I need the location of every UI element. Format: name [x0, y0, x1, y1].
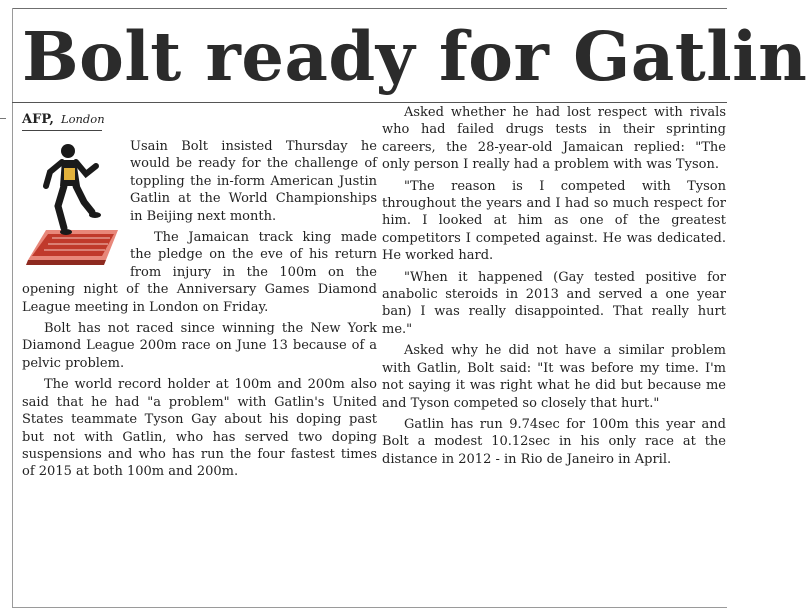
right-paragraph-4: Asked why he did not have a similar problem with Gatlin, Bolt said: "It was before my time. I'm not saying it was right what he did but because me and Tyson competed so closely that hurt."	[382, 343, 726, 411]
top-rule	[12, 8, 727, 9]
headline: Bolt ready for Gatlin	[22, 17, 807, 96]
byline-city: London	[60, 112, 105, 126]
right-paragraph-5: Gatlin has run 9.74sec for 100m this year and Bolt a modest 10.12sec in his only race at the distance in 2012 - in Rio de Janeiro in April.	[382, 416, 726, 467]
right-paragraph-1: Asked whether he had lost respect with rivals who had failed drugs tests in their sprinting careers, the 28-year-old Jamaican replied: "The only person I really had a problem with was Tyson.	[382, 105, 726, 173]
article-column-right	[382, 104, 726, 472]
left-paragraph-2: The Jamaican track king made the pledge on the eve of his return from injury in the 100m on the opening night of the Anniversary Games Diamond League meeting in London on Friday.	[22, 230, 377, 315]
bottom-rule	[12, 607, 727, 608]
article-column-left	[22, 138, 377, 485]
right-paragraph-2: "The reason is I competed with Tyson throughout the years and I had so much respect for him. I looked at him as one of the greatest competitors I competed against. He was dedicated. He worked hard.	[382, 178, 726, 264]
byline	[22, 111, 382, 128]
margin-tick	[0, 118, 6, 119]
left-rule	[12, 8, 13, 608]
sprinter-on-track-icon	[22, 138, 124, 270]
left-paragraph-4: The world record holder at 100m and 200m also said that he had "a problem" with Gatlin's United States teammate Tyson Gay about his doping past but not with Gatlin, who has served two doping suspensions and who has run the four fastest times of 2015 at both 100m and 200m.	[22, 377, 377, 480]
right-paragraph-3: "When it happened (Gay tested positive for anabolic steroids in 2013 and served a one year ban) I was really disappointed. That really hurt me."	[382, 269, 726, 337]
byline-agency: AFP,	[22, 112, 54, 127]
left-paragraph-3: Bolt has not raced since winning the New York Diamond League 200m race on June 13 because of a pelvic problem.	[22, 321, 377, 371]
byline-rule	[22, 130, 102, 131]
left-paragraph-1: Usain Bolt insisted Thursday he would be ready for the challenge of toppling the in-form American Justin Gatlin at the World Championships in Beijing next month.	[130, 139, 377, 224]
headline-rule	[12, 102, 727, 103]
